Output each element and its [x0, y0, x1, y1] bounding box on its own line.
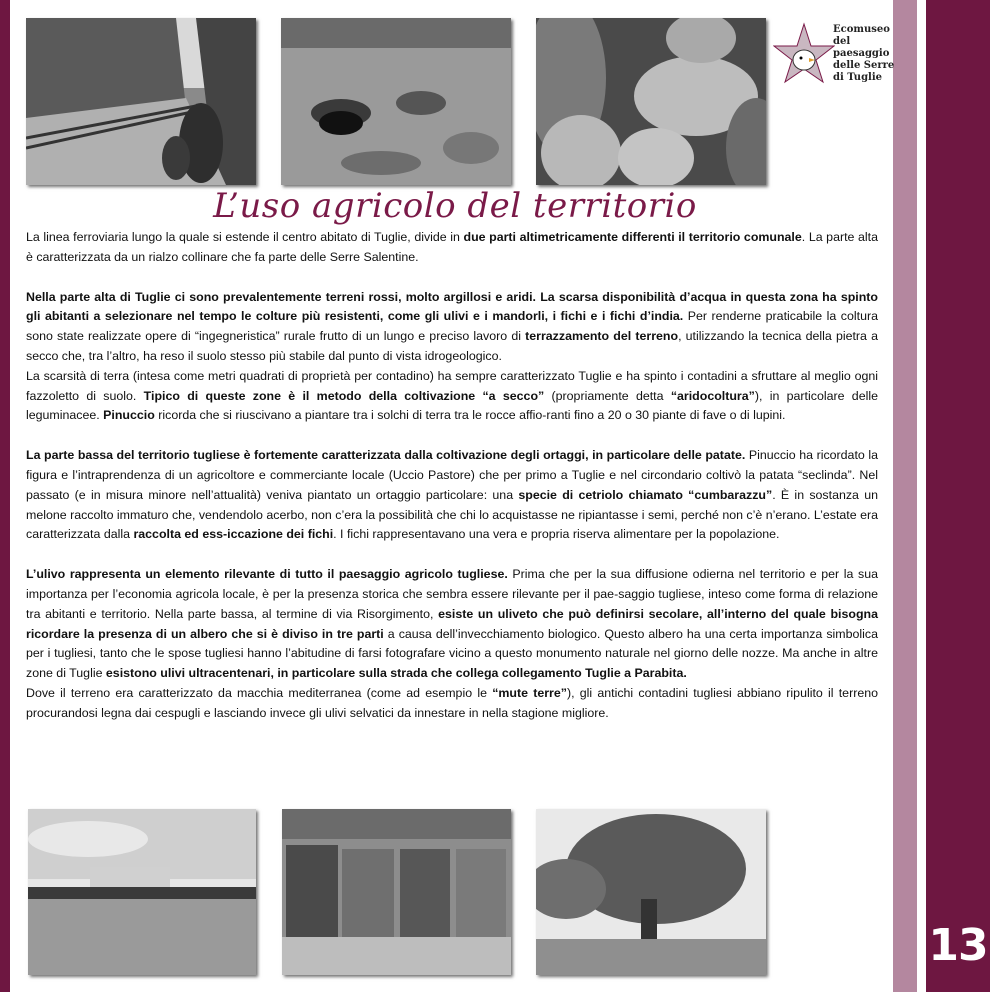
bold-text-run: specie di cetriolo chiamato “cumbarazzu”: [518, 487, 773, 502]
text-run: . La parte alta è caratterizzata da un rialzo collinare che fa parte delle Serre Salentine.: [26, 230, 878, 264]
right-accent-stripe: [893, 0, 917, 992]
photo-prickly-pears: [536, 18, 766, 185]
text-run: Pinuccio ha ricordato la figura e l’intraprendenza di un agricoltore e commerciante locale (Uccio Pastore) che per primo a Tuglie e nel circondario coltivò la patata “seclinda”. Nel passato (e in misura minore nell’attualità) veniva piantato un ortaggio particolare: una: [26, 448, 878, 502]
right-border-bar: [926, 0, 990, 992]
logo-line: del paesaggio: [833, 36, 890, 59]
photo-railway-line: [26, 18, 256, 185]
photo-vegetable-crates: [282, 809, 511, 975]
text-run: ), gli antichi contadini tugliesi abbiano ripulito il terreno procurandosi legna dai cespugli e lasciando invece gli ulivi selvatici da innestare in nella stagione migliore.: [26, 685, 878, 720]
text-run: . È in sostanza un melone raccolto immaturo che, vendendolo acerbo, non c’era la possibilità che chi lo acquistasse ne ripiantasse i semi, perché non c’è n’erano. L’estate era caratterizzata dalla: [26, 487, 878, 542]
bold-text-run: raccolta ed ess-iccazione dei fichi: [133, 527, 334, 542]
logo-line: Ecomuseo: [833, 24, 890, 35]
bold-text-run: Tipico di queste zone è il metodo della coltivazione “a secco”: [143, 388, 545, 403]
text-run: Dove il terreno era caratterizzato da macchia mediterranea (come ad esempio le: [26, 685, 493, 700]
logo-text: [833, 24, 895, 84]
text-run: ricorda che si riuscivano a piantare tra i solchi di terra tra le rocce affio-ranti fino a 20 o 30 piante di fave o di lupini.: [154, 408, 786, 423]
text-run: , utilizzando la tecnica della pietra a secco che, tra l’altro, ha reso il suolo stesso più stabile dal punto di vista idrogeologico.: [26, 329, 878, 363]
bold-text-run: Pinuccio: [103, 408, 155, 423]
photo-rocky-ground: [281, 18, 511, 185]
bold-text-run: “aridocoltura”: [670, 388, 755, 403]
text-run: ), in particolare delle leguminacee.: [26, 388, 878, 423]
paragraph: [26, 228, 878, 268]
bold-text-run: terrazzamento del terreno: [525, 329, 679, 344]
text-run: (propriamente detta: [544, 388, 671, 403]
paragraph-spacer: [26, 426, 878, 446]
article-body: [26, 228, 878, 724]
bold-text-run: due parti altimetricamente differenti il territorio comunale: [463, 230, 802, 244]
text-run: a causa dell’invecchiamento biologico. Questo albero ha una certa importanza simbolica per i tugliesi, tanto che le spose tugliesi hanno l’abitudine di farsi fotografare vicino a questo monumento naturale nel giorno delle nozze. Ma anche in altre zone di Tuglie: [26, 626, 879, 681]
bold-text-run: “mute terre”: [492, 685, 567, 700]
logo-line: delle Serre: [833, 60, 895, 71]
paragraph: [26, 367, 878, 426]
photo-olive-tree: [536, 809, 766, 975]
paragraph: [26, 288, 878, 367]
text-run: . I fichi rappresentavano una vera e propria riserva alimentare per la popolazione.: [333, 527, 780, 542]
bold-text-run: esistono ulivi ultracentenari, in particolare sulla strada che collega collegamento Tuglie a Parabita.: [105, 666, 687, 681]
paragraph: [26, 684, 878, 724]
bold-text-run: Nella parte alta di Tuglie ci sono prevalentemente terreni rossi, molto argillosi e aridi. La scarsa disponibilità d’acqua in questa zona ha spinto gli abitanti a selezionare nel tempo le colture più resistenti, come gli ulivi e i mandorli, i fichi e i fichi d’india.: [26, 289, 878, 324]
stripe-gap: [917, 0, 926, 992]
bold-text-run: esiste un uliveto che può definirsi secolare, all’interno del quale bisogna ricordare la presenza di un albero che si è diviso in tre parti: [26, 606, 878, 641]
page-number: 13: [928, 920, 988, 971]
page-title: L’uso agricolo del territorio: [213, 186, 697, 226]
bold-text-run: La parte bassa del territorio tugliese è fortemente caratterizzata dalla coltivazione degli ortaggi, in particolare delle patate.: [26, 448, 746, 463]
text-run: La linea ferroviaria lungo la quale si estende il centro abitato di Tuglie, divide in: [26, 230, 464, 244]
left-border-bar: [0, 0, 10, 992]
bold-text-run: L’ulivo rappresenta un elemento rilevante di tutto il paesaggio agricolo tugliese.: [26, 567, 508, 582]
text-run: Per renderne praticabile la coltura sono state realizzate opere di “ingegneristica” rurale frutto di un lungo e preciso lavoro di: [26, 309, 878, 344]
text-run: La scarsità di terra (intesa come metri quadrati di proprietà per contadino) ha sempre caratterizzato Tuglie e ha spinto i contadini a sfruttare al meglio ogni fazzoletto di suolo.: [26, 368, 878, 403]
text-run: Prima che per la sua diffusione odierna nel territorio e per la sua importanza per l’economia agricola locale, è per la presenza storica che sembra essere rilevante per il pae-saggio tugliese, inteso come forma di relazione tra abitanti e territorio. Nella parte bassa, al termine di via Risorgimento,: [26, 567, 878, 621]
star-chick-icon: [773, 22, 835, 92]
paragraph-spacer: [26, 268, 878, 288]
paragraph: [26, 565, 878, 684]
paragraph: [26, 446, 878, 545]
photo-farmhouse-field: [28, 809, 256, 975]
logo-line: di Tuglie: [833, 72, 883, 83]
ecomuseo-logo: [773, 22, 893, 97]
paragraph-spacer: [26, 545, 878, 565]
